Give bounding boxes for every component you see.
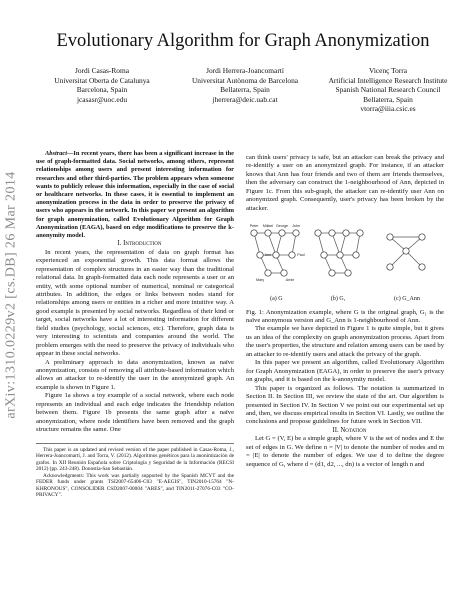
author-2 [179, 66, 311, 114]
author-block [36, 66, 454, 114]
section-heading: I. Introduction [117, 240, 162, 248]
author-affiliation: Universitat Autònoma de Barcelona [191, 75, 299, 85]
paragraph: Let G = (V, E) be a simple graph, where V is the set of nodes and E the set of edges in G. We define n = |V| to denote the number of nodes and m = |E| to denote the number of edges. We use d to define the degree sequence of G, where d = (d1, d2, ..., dn) is a vector of length n and [246, 435, 444, 468]
node-label: George [276, 224, 288, 229]
author-1 [36, 66, 168, 114]
figure-graphs [246, 221, 444, 293]
figure-sublabel: (c) G_Ann [394, 296, 420, 303]
arxiv-watermark: arXiv:1310.0229v2 [cs.DB] 26 Mar 2014 [4, 171, 20, 419]
author-location: Bellaterra, Spain [363, 94, 413, 104]
node-label: Paul [297, 253, 305, 258]
node-label: Arnie [285, 278, 295, 283]
abstract [36, 150, 234, 240]
author-name: Vicenç Torra [368, 66, 408, 75]
figure-sublabels [246, 295, 444, 303]
abstract-text: —In recent years, there has been a significant increase in the use of graph-formatted data. Social networks, among others, represent relationships among users and present interesting information for researches and other third-parties. The problem appears when someone wants to publicly release this information, especially in the case of social or healthcare networks. In these cases, it is essential to implement an anonymization process in the data in order to preserve the privacy of users who appears in the network. In this paper we present an algorithm for graph anonymization, called Evolutionary Algorithm for Graph Anonymization (EAGA), based on edge modifications to preserve the k-anonymity model. [36, 150, 234, 240]
node-label: John [292, 224, 300, 229]
footnotes [36, 443, 234, 499]
author-affiliation-2: Spanish National Research Council [335, 85, 441, 95]
paragraph: A preliminary approach to data anonymization, known as naïve anonymization, consists of removing all attribute-based information which allows an attacker to re-identify the user in the anonymized graph. An example is shown in Figure 1. [36, 358, 234, 391]
author-location: Bellaterra, Spain [220, 85, 270, 95]
figure-1 [246, 221, 444, 293]
figure-sublabel: (b) G₁ [330, 296, 346, 303]
author-3 [322, 66, 454, 114]
figure-caption: Fig. 1: Anonymization example, where G is the original graph, G₁ is the naïve anonymous version and G_Ann is 1-neighbourhood of Ann. [246, 308, 444, 325]
author-email[interactable]: jcasasr@uoc.edu [76, 94, 128, 104]
author-affiliation: Artificial Intelligence Research Institute [328, 75, 448, 85]
paragraph: Figure 1a shows a toy example of a social network, where each node represents an individual and each edge indicates the friendship relation between them. Figure 1b presents the same graph after a naïve anonymization, where node identifiers have been removed and the graph structure remains the same. One [36, 392, 234, 434]
left-column [36, 150, 234, 499]
footnote: This paper is an updated and revised version of the paper published in Casas-Roma, J., Herrera-Joancomartí, J. and Torra, V. (2012). Algoritmos genéticos para la anonimización de grafos. In XII Reunión Española sobre Criptología y Seguridad de la Información (RECSI 2012) (pp. 243-248). Donostia-San Sebastián. [36, 446, 234, 473]
figure-sublabel: (a) G [270, 296, 283, 303]
abstract-label: Abstract [45, 150, 68, 157]
author-name: Jordi Herrera-Joancomartí [206, 66, 284, 75]
paragraph: In recent years, the representation of data on graph format has experienced an exponential growth. This data format allows the representation of complex structures in an easier way than the traditional relational data. In graph-formatted data each node represents a user or an entity, with some optional number of numerical, nominal or categorical attributes. In addition, the edges or links between nodes stand for relationships among users or entities in a richer and more intuitive way. A good example is presented by social networks. Regardless of their kind or target, social networks have a lot of interesting information for different field studies (psychology, social sciences, etc). Therefore, graph data is very interesting to scientists and companies around the world. The problem emerges with the need to preserve the privacy of individuals who appear in these social networks. [36, 248, 234, 358]
node-label: Mikkel [262, 224, 274, 229]
node-label: Peter [249, 224, 259, 229]
node-label: Ann [264, 253, 272, 258]
section-heading: II. Notation [332, 426, 367, 434]
author-email[interactable]: vtorra@iiia.csic.es [360, 104, 416, 114]
paragraph: can think users' privacy is safe, but an attacker can break the privacy and re-identify a user on an anonymized graph. For instance, if an attacker knows that Ann has four friends and two of them are friends themselves, then the adversary can construct the 1-neighbourhood of Ann, depicted in Figure 1c. From this sub-graph, the attacker can re-identify user Ann on anonymized graph. Consequently, user's privacy has been broken by the attacker. [246, 154, 444, 212]
author-location: Barcelona, Spain [76, 85, 128, 95]
paragraph: In this paper we present an algorithm, called Evolutionary Algorithm for Graph Anonymization (EAGA), in order to preserve the user's privacy on graphs, and it is based on the k-anonymity model. [246, 359, 444, 384]
footnote: Acknowledgments: This work was partially supported by the Spanish MCYT and the FEDER funds under grants TSI2007-65406-C03 "E-AEGIS", TIN2010-15764 "N-KHRONOUS", CONSOLIDER CSD2007-00004 "ARES", and TIN2011-27076-C03 "CO-PRIVACY". [36, 472, 234, 499]
node-label: Mary [256, 278, 264, 283]
author-affiliation: Universitat Oberta de Catalunya [54, 75, 150, 85]
author-email[interactable]: jherrera@deic.uab.cat [212, 94, 278, 104]
right-column [246, 154, 444, 469]
paragraph: The example we have depicted in Figure 1 is quite simple, but it gives us an idea of the complexity on graph anonymization process. Apart from the user's properties, the structure and relation among users can be used by an attacker to re-identify users and attack the privacy of the graph. [246, 325, 444, 358]
paragraph: This paper is organized as follows. The notation is summarized in Section II. In Section III, we review the state of the art. Our algorithm is presented in Section IV. In Section V we point out our experimental set up and, then, we discuss empirical results in Section VI. Lastly, we outline the conclusions and propose guidelines for future work in Section VII. [246, 384, 444, 426]
author-name: Jordi Casas-Roma [75, 66, 129, 75]
paper-title: Evolutionary Algorithm for Graph Anonymization [56, 31, 430, 51]
